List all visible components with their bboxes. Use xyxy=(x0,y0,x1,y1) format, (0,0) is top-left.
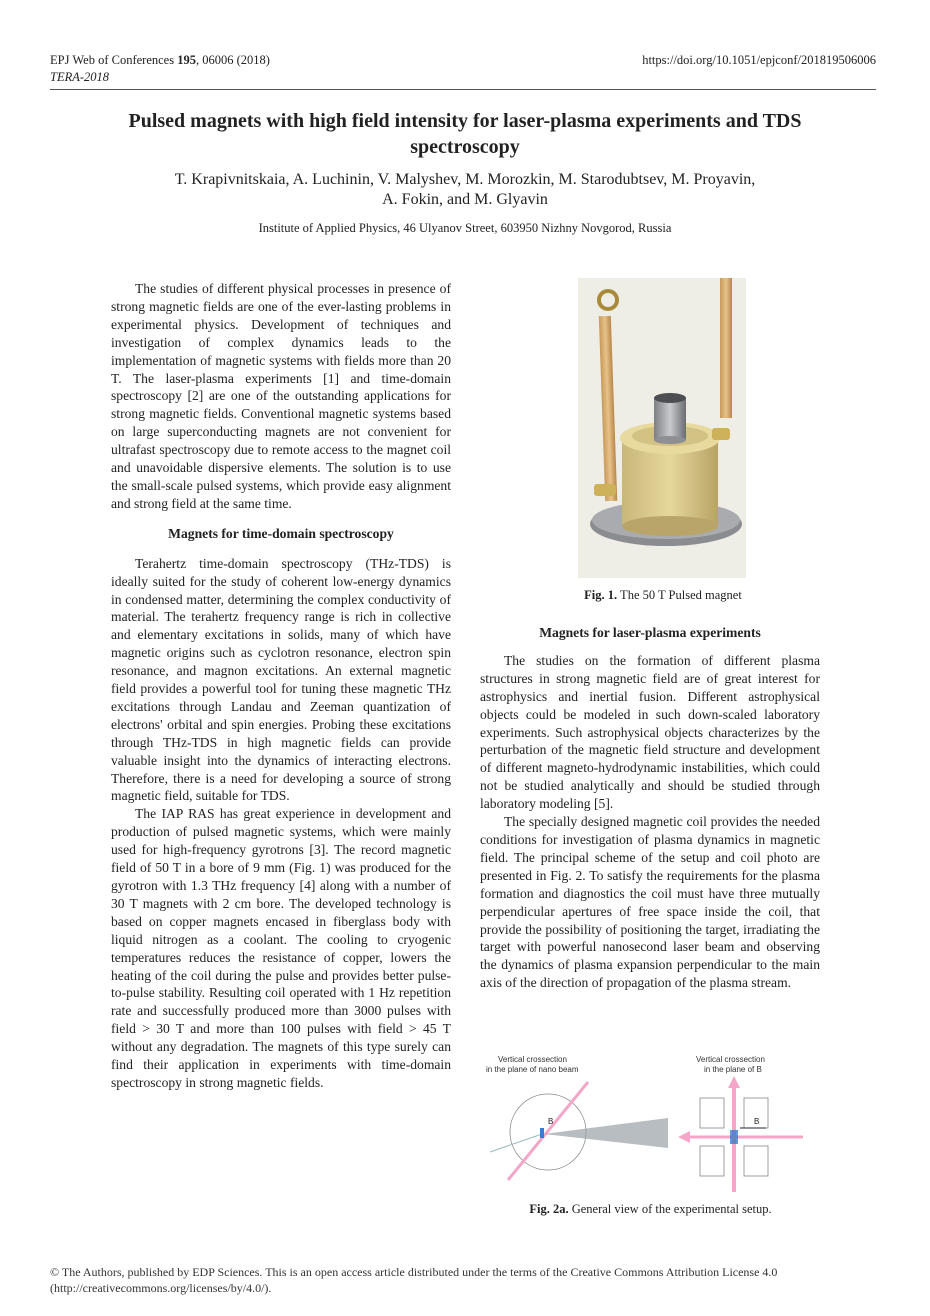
figure-2a-caption-text: General view of the experimental setup. xyxy=(568,1202,772,1216)
journal-name: EPJ Web of Conferences xyxy=(50,53,178,67)
beam-arrowhead-top xyxy=(728,1076,740,1088)
laser-plasma-paragraph-2: The specially designed magnetic coil provides the needed conditions for investigation of plasma dynamics in magnetic field. The principal scheme of the setup and coil photo are presented in Fig. 2. To satisfy the requirements for the plasma formation and diagnostics the coil must have three mutually perpendicular apertures of free space inside the coil, that provide the possibility of positioning the target, irradiating the target with powerful nanosecond laser beam and observing the dynamics of plasma expansion perpendicular to the main axis of the direction of propagation of the plasma stream. xyxy=(480,814,820,991)
right-panel-title-2: in the plane of B xyxy=(704,1065,762,1074)
target-right xyxy=(730,1130,738,1144)
figure-1-photo xyxy=(578,278,746,578)
intro-paragraph: The studies of different physical processes in presence of strong magnetic fields are one of the ever-lasting problems in experimental physics. Development of techniques and investigation of complex dynamics leads to the implementation of magnetic systems with fields more than 20 T. The laser-plasma experiments [1] and time-domain spectroscopy [2] are one of the outstanding applications for strong magnetic fields. Conventional magnetic systems based on large superconducting magnets are not convenient for ultrafast spectroscopy due to remote access to the magnet coil and unavoidable dispersive elements. The solution is to use the small-scale pulsed systems, which provide easy alignment and strong field at the same time. xyxy=(111,281,451,511)
b-field-label-right: B xyxy=(754,1117,760,1126)
figure-1-caption-text: The 50 T Pulsed magnet xyxy=(617,588,742,602)
laser-plasma-paragraph-1: The studies on the formation of different plasma structures in strong magnetic field are of great interest for astrophysics and inertial fusion. Different astrophysical objects could be modeled in such down-scaled laboratory experiments. Such astrophysical objects characterizes by the perturbation of the magnetic field structure and development of different magneto-hydrodynamic instabilities, which could not be studied analytically and should be studied through laboratory modeling [5]. xyxy=(480,652,820,812)
figure-2a-diagram xyxy=(478,1052,823,1192)
pulsed-magnet-image xyxy=(578,278,746,578)
coil-block-top-left xyxy=(700,1098,724,1128)
section-heading-laser-plasma: Magnets for laser-plasma experiments xyxy=(539,625,761,640)
header-rule xyxy=(50,89,876,90)
right-panel-title-1: Vertical crossection xyxy=(696,1055,765,1064)
left-panel-title-2: in the plane of nano beam xyxy=(486,1065,579,1074)
coil-block-bottom-left xyxy=(700,1146,724,1176)
coil-block-bottom-right xyxy=(744,1146,768,1176)
section-heading-tds: Magnets for time-domain spectroscopy xyxy=(168,525,394,541)
figure-1-label: Fig. 1. xyxy=(584,588,618,602)
license-footer xyxy=(50,1264,876,1296)
license-line-1: © The Authors, published by EDP Sciences. This is an open access article distributed under the terms of the Creative Commons Attribution License 4.0 xyxy=(50,1265,778,1279)
experimental-setup-schematic xyxy=(478,1052,823,1192)
figure-1-caption xyxy=(540,588,786,603)
authors-line-1: T. Krapivnitskaia, A. Luchinin, V. Malyshev, M. Morozkin, M. Starodubtsev, M. Proyavin, xyxy=(174,171,756,188)
journal-citation xyxy=(50,52,270,68)
right-column xyxy=(480,624,820,992)
license-line-2[interactable]: (http://creativecommons.org/licenses/by/4.0/). xyxy=(50,1281,272,1295)
journal-volume: 195 xyxy=(177,53,196,67)
plasma-stream xyxy=(544,1118,668,1148)
figure-2a-caption xyxy=(478,1202,823,1217)
tds-paragraph-1: Terahertz time-domain spectroscopy (THz-TDS) is ideally suited for the study of coherent low-energy dynamics in condensed matter, determining the complex conductivity of material. The terahertz frequency range is rich in collective and elementary excitations in solids, many of which have magnetic origins such as cyclotron resonance, electron spin resonance, and magnon excitations. An external magnetic field provides a powerful tool for tuning these magnetic THz excitations through Landau and Zeeman quantization of electrons' orbital and spin energies. Probing these excitations through THz-TDS in high magnetic fields can provide valuable insight into the dynamics of interacting electrons. Therefore, there is a need for developing a source of strong magnetic field, suitable for TDS. xyxy=(111,555,451,804)
left-panel-title-1: Vertical crossection xyxy=(498,1055,567,1064)
doi-link[interactable]: https://doi.org/10.1051/epjconf/201819506006 xyxy=(642,53,876,67)
left-column xyxy=(111,280,451,1092)
author-list xyxy=(90,170,840,210)
journal-issue: , 06006 (2018) xyxy=(195,53,270,67)
b-field-label-left: B xyxy=(548,1117,554,1126)
target xyxy=(540,1128,544,1138)
authors-line-2: A. Fokin, and M. Glyavin xyxy=(382,191,548,208)
figure-2a-label: Fig. 2a. xyxy=(529,1202,569,1216)
paper-title: Pulsed magnets with high field intensity for laser-plasma experiments and TDS spectroscopy xyxy=(128,110,802,158)
conference-name: TERA-2018 xyxy=(50,70,110,84)
tds-paragraph-2: The IAP RAS has great experience in development and production of pulsed magnetic systems, which were mainly used for high-frequency gyrotrons [3]. The record magnetic field of 50 T in a bore of 9 mm (Fig. 1) was produced for the gyrotron with 1.3 THz frequency [4] along with a number of 30 T magnets with 2 cm bore. The developed technology is based on copper magnets encased in fiberglass body with liquid nitrogen as a coolant. The cooling to cryogenic temperatures reduces the resistance of copper, lowers the heating of the coil during the pulse and provides better pulse-to-pulse stability. Resulting coil operated with 1 Hz repetition rate and successfully produced more than 3000 pulses with field > 30 T and more than 100 pulses with field > 45 T without any degradation. The magnets of this type surely can find their application in experiments with time-domain spectroscopy in strong magnetic fields. xyxy=(111,806,451,1090)
beam-arrowhead-left xyxy=(678,1131,690,1143)
affiliation: Institute of Applied Physics, 46 Ulyanov Street, 603950 Nizhny Novgorod, Russia xyxy=(258,221,672,235)
